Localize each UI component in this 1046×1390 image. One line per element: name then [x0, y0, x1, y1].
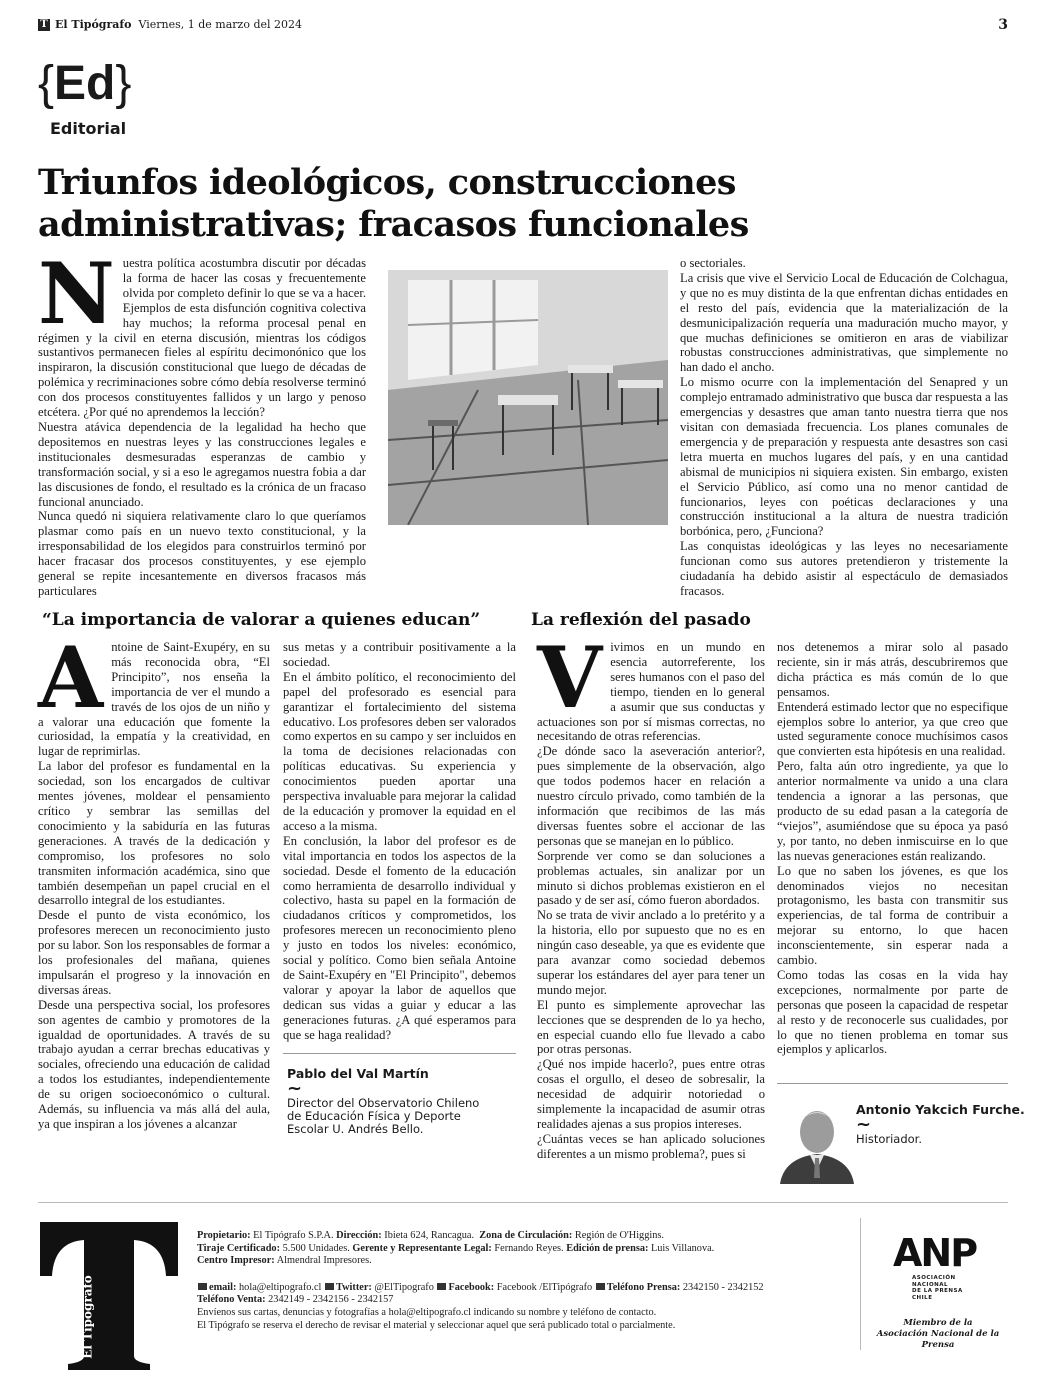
footer-divider [38, 1202, 1008, 1203]
paragraph: ¿Qué nos impide hacerlo?, pues entre otras cosas el orgullo, el deseo de sobresalir, la necesidad de adquirir notoriedad o simplemente la incapacidad de asumir otras realidades ajenas a sus propios intereses. [537, 1057, 765, 1131]
label: Teléfono Venta: [197, 1294, 266, 1306]
author-portrait [778, 1100, 856, 1184]
classroom-photo [388, 270, 668, 525]
anp-member-line: Miembro de la [903, 1318, 973, 1328]
twitter-link[interactable]: @ElTipografo [374, 1281, 434, 1293]
email-icon [198, 1283, 207, 1290]
anp-subtitle [912, 1275, 963, 1301]
sales-phone: 2342149 - 2342156 - 2342157 [268, 1294, 394, 1306]
author-photo [778, 1100, 856, 1184]
editorial-column-2 [680, 256, 1008, 599]
paragraph: Entenderá estimado lector que no especifique ejemplos sobre lo anterior, ya que creo que usted seguramente conoce muchísimos casos que convierten esta hipótesis en una realidad. [777, 699, 1008, 759]
editor: Luis Villanova. [650, 1242, 715, 1254]
label: Dirección: [336, 1230, 382, 1241]
paragraph: Nunca quedó ni siquiera relativamente claro lo que queríamos plasmar como país en un nuevo texto constitucional, y la irresponsabilidad de los elegidos para construirlos terminó por hacer fracasar dos procesos constituyentes, y ese ejemplo general se repite incesantemente en diversos fracasos más particulares [38, 509, 366, 598]
label: Centro Impresor: [197, 1255, 275, 1267]
credits-line-2 [197, 1243, 847, 1256]
anp-line: NACIONAL [912, 1281, 948, 1288]
section-mark [38, 58, 131, 110]
label: Zona de Circulación: [479, 1230, 573, 1241]
anp-logo-text: ANP [893, 1231, 977, 1275]
facebook-link[interactable]: Facebook /ElTipógrafo [496, 1281, 593, 1293]
paragraph: Pero, falta aún otro ingrediente, ya que lo anterior normalmente va unido a una clara tendencia a ignorar a las personas, que producto de su edad pasan a la categoría de “viejos”, asumiéndose que su época ya pasó y, por tanto, no deben inmiscuirse en lo que las nuevas generaciones están realizando. [777, 759, 1008, 863]
paragraph: Nuestra atávica dependencia de la legalidad ha hecho que depositemos en nuestras leyes y las construcciones legales e institucionales desmesuradas esperanzas de cambio y transformación social, y si a eso le agregamos nuestra fobia a dar las discusiones de fondo, el resultado es la crónica de un fracaso funcional anunciado. [38, 419, 367, 509]
label: Propietario: [197, 1230, 251, 1241]
brace-close: } [115, 57, 132, 110]
publication-name: El Tipógrafo [55, 18, 132, 31]
paragraph: ivimos en un mundo en esencia autorreferente, los seres humanos con el paso del tiempo, tienden en lo general a asumir que sus conductas y actuaciones son por sí mismas correctas, no necesitando de otras referencias. [537, 640, 765, 744]
paragraph: La labor del profesor es fundamental en la sociedad, son los encargados de cultivar mentes jóvenes, moldear el pensamiento crítico y sembrar las semillas del conocimiento y la sabiduría en las futuras generaciones. A través de la dedicación y compromiso, los profesores no solo transmiten información académica, sino que también desempeñan un papel crucial en el desarrollo integral de los estudiantes. [38, 759, 270, 908]
editorial-headline: Triunfos ideológicos, construcciones administrativas; fracasos funcionales [38, 162, 749, 245]
drop-cap: V [537, 628, 603, 727]
anp-line: DE LA PRENSA [912, 1288, 963, 1294]
credits-line-1 [197, 1230, 847, 1243]
author-name: Pablo del Val Martín [287, 1066, 429, 1081]
author-divider [283, 1053, 516, 1054]
author-role: Director del Observatorio Chileno de Educación Física y Deporte Escolar U. Andrés Bello. [287, 1096, 480, 1136]
paragraph: uestra política acostumbra discutir por décadas la forma de hacer las cosas y frecuentemente olvida por completo definir lo que se va a hacer. Ejemplos de esta disfunción cognitiva colectiva hay muchos; la reforma procesal penal en régimen y la civil en eterna discusión, mientras los códigos sustantivos permanecen fieles al espíritu decimonónico que los inspiraron, la discusión constitucional que luego de décadas de polémica y recriminaciones sobre cómo debía resolverse terminó con dos procesos constituyentes fallidos y un largo y penoso etcétera. ¿Por qué no aprendemos la lección? [38, 256, 366, 420]
notice-1: Envíenos sus cartas, denuncias y fotografías a hola@eltipografo.cl indicando su nombre y teléfono de contacto. [197, 1306, 657, 1318]
tipografo-logo-icon [38, 1220, 180, 1370]
section-label: Editorial [50, 119, 127, 138]
author-tilde: ~ [287, 1078, 303, 1099]
opinion2-column-1 [537, 628, 765, 1162]
paragraph: Las conquistas ideológicas y las leyes no necesariamente funcionan como sus autores pretendieron y tristemente la ciudadanía ha debido asistir al espectáculo de demasiados fracasos. [680, 539, 1008, 598]
logo-vertical-label: El Tipógrafo [81, 1275, 96, 1359]
masthead-line [55, 18, 302, 31]
printer: Almendral Impresores. [276, 1255, 372, 1267]
issue-date: Viernes, 1 de marzo del 2024 [138, 18, 303, 31]
editorial-column-1 [38, 244, 367, 599]
anp-line: ASOCIACIÓN [912, 1275, 956, 1281]
label: Gerente y Representante Legal: [352, 1242, 492, 1254]
opinion-title: “La importancia de valorar a quienes educan” [42, 610, 481, 630]
address: Ibieta 624, Rancagua. [384, 1230, 475, 1241]
paragraph: Lo que no saben los jóvenes, es que los denominados viejos no necesitan protagonismo, les basta con transmitir sus experiencias, de tal forma de contribuir a mejorar su entorno, lo que hacen inconscientemente, sin esperar nada a cambio. [777, 863, 1008, 968]
footer-logo [38, 1220, 180, 1370]
logo-vertical-text [78, 1272, 98, 1362]
paragraph: ntoine de Saint-Exupéry, en su más reconocida obra, “El Principito”, nos enseña la importancia de ver el mundo a través de los ojos de un niño y a valorar una educación que fomente la curiosidad, la empatía y la creatividad, en lugar de reprimirlas. [38, 640, 270, 759]
drop-cap: A [38, 628, 104, 727]
anp-line: CHILE [912, 1294, 933, 1301]
footer-vertical-divider [860, 1218, 861, 1350]
manager: Fernando Reyes. [494, 1242, 564, 1254]
page-number: 3 [998, 17, 1008, 33]
paragraph: ¿De dónde saco la aseveración anterior?, pues simplemente de la observación, algo que todos podemos hacer en relación a nuestro círculo privado, como también de la información que recibimos de las más diversas fuentes sobre el accionar de las personas que se manejan en lo público. [537, 744, 765, 848]
label: Teléfono Prensa: [606, 1281, 681, 1293]
phone-icon [596, 1283, 605, 1290]
opinion1-column-1 [38, 628, 270, 1132]
label: Tiraje Certificado: [197, 1242, 281, 1254]
drop-cap: N [38, 244, 115, 343]
paragraph: La crisis que vive el Servicio Local de Educación de Colchagua, y que no es muy distinta de la que enfrentan dichas entidades en el resto del país, evidencia que la materialización de la desmunicipalización requería una maduración mucho mayor, y que muchas definiciones se omitieron en aras de viabilizar robustas construcciones administrativas, que simplemente no han dado el ancho. [680, 270, 1008, 375]
facebook-icon [437, 1283, 446, 1290]
classroom-image [388, 270, 668, 525]
paragraph: El punto es simplemente aprovechar las lecciones que se desprenden de lo ya hecho, en especial cuando ello fue llevado a cabo por otras personas. [537, 997, 765, 1057]
twitter-icon [325, 1283, 334, 1290]
notice-2: El Tipógrafo se reserva el derecho de revisar el material y seleccionar aquel que será publicado total o parcialmente. [197, 1319, 676, 1331]
label: Facebook: [448, 1281, 495, 1293]
paragraph: Como todas las cosas en la vida hay excepciones, normalmente por parte de personas que poseen la capacidad de respetar al resto y de reconocerle sus cualidades, por lo que no tienen problema en tomar sus ejemplos y aplicarlos. [777, 967, 1008, 1057]
footer-credits [197, 1230, 847, 1332]
paragraph: sus metas y a contribuir positivamente a la sociedad. [283, 640, 516, 669]
zone: Región de O'Higgins. [574, 1230, 664, 1241]
anp-membership [868, 1318, 1008, 1351]
paragraph: En el ámbito político, el reconocimiento del papel del profesorado es esencial para garantizar el fortalecimiento del sistema educativo. Los profesores deben ser valorados como expertos en su campo y ser incluidos en la toma de decisiones relacionadas con políticas educativas. Su experiencia y conocimientos pueden aportar una perspectiva invaluable para mejorar la calidad de la educación y promover la equidad en el acceso a la misma. [283, 669, 516, 833]
paragraph: Desde el punto de vista económico, los profesores merecen un reconocimiento justo por su labor. Son los responsables de formar a los profesionales del mañana, quienes impulsarán el progreso y la innovación en diversas áreas. [38, 908, 270, 997]
credits-line-3 [197, 1255, 847, 1268]
paragraph: Desde una perspectiva social, los profesores son agentes de cambio y promotores de la igualdad de oportunidades. A través de su trabajo ayudan a cerrar brechas educativas y sociales, ofreciendo una educación de calidad a todos los estudiantes, independientemente de su origen socioeconómico o cultural. Además, su influencia va más allá del aula, ya que inspiran a los jóvenes a alcanzar [38, 997, 270, 1131]
contact-line [197, 1282, 847, 1295]
paragraph: o sectoriales. [680, 256, 746, 270]
label: Edición de prensa: [566, 1242, 649, 1254]
anp-member-line: Asociación Nacional de la Prensa [876, 1329, 1000, 1350]
label: Twitter: [336, 1281, 372, 1293]
label: email: [209, 1281, 237, 1293]
brace-open: { [38, 57, 55, 110]
paragraph: ¿Cuántas veces se han aplicado soluciones diferentes a un mismo problema?, pues si [537, 1131, 765, 1161]
author-name: Antonio Yakcich Furche. [856, 1102, 1025, 1117]
masthead-logo-icon: T [38, 19, 50, 31]
sales-line [197, 1294, 847, 1307]
email-link[interactable]: hola@eltipografo.cl [239, 1281, 322, 1293]
opinion-title: La reflexión del pasado [531, 610, 751, 630]
press-phone: 2342150 - 2342152 [682, 1281, 764, 1293]
paragraph: Lo mismo ocurre con la implementación del Senapred y un complejo entramado administrativo que busca dar respuesta a las emergencias y desastres que aman tanto nuestra tierra que nos visitan con demasiada frecuencia. Los planes comunales de emergencia y de preparación y respuesta ante desastres son casi letra muerta en muchos lugares del país, y en una cantidad abismal de municipios ni siquiera existen. Sin embargo, existen el Servicio Público, así como una no menor cantidad de funcionarios, leyes con poéticas declaraciones y una construcción institucional a la altura de nuestra tradición borbónica, pero, ¿Funciona? [680, 375, 1008, 539]
section-mark-text: Ed [54, 57, 116, 110]
author-divider [777, 1083, 1008, 1084]
author-role: Historiador. [856, 1132, 923, 1146]
paragraph: No se trata de vivir anclado a lo pretérito y a la historia, ello por supuesto que no es en ningún caso deseable, ya que es evidente que para avanzar como sociedad debemos superar los estándares del ayer para tener un mundo mejor. [537, 908, 765, 997]
anp-logo [893, 1232, 976, 1274]
paragraph: Sorprende ver como se dan soluciones a problemas actuales, sin analizar por un minuto si dichos problemas existieron en el pasado y de ser así, cómo fueron abordados. [537, 848, 765, 908]
owner: El Tipógrafo S.P.A. [253, 1230, 334, 1241]
author-tilde: ~ [856, 1114, 872, 1135]
paragraph: nos detenemos a mirar solo al pasado reciente, sin ir más atrás, descubriremos que dicha práctica es más común de lo que pensamos. [777, 640, 1008, 699]
paragraph: En conclusión, la labor del profesor es de vital importancia en todos los aspectos de la sociedad. Desde el fomento de la educación como herramienta de desarrollo individual y colectivo, hasta su papel en la formación de ciudadanos críticos y comprometidos, los profesores merecen un reconocimiento pleno y justo en todos los niveles: económico, social y político. Como bien señala Antoine de Saint-Exupéry en "El Principito", debemos valorar y apoyar la labor de aquellos que dedican sus vidas a guiar y educar a las generaciones futuras. ¿A qué esperamos para que se haga realidad? [283, 833, 516, 1042]
print-run: 5.500 Unidades. [282, 1242, 350, 1254]
opinion1-column-2 [283, 640, 516, 1042]
opinion2-column-2 [777, 640, 1008, 1057]
